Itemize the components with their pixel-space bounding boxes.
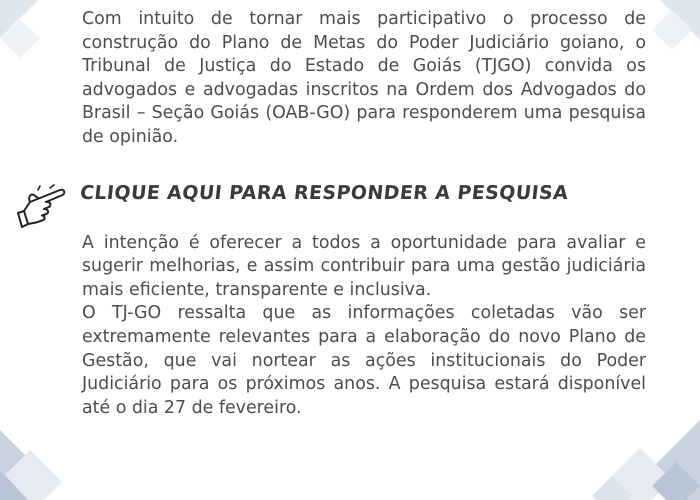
decor-shape-top-right-2: [652, 10, 692, 50]
decor-shape-top-left: [0, 0, 38, 38]
decor-shape-top-left-2: [0, 20, 40, 58]
decor-shape-bottom-right-2: [608, 448, 672, 500]
respond-survey-link[interactable]: CLIQUE AQUI PARA RESPONDER A PESQUISA: [78, 181, 570, 204]
decor-shape-bottom-right-4: [592, 476, 632, 500]
decor-shape-bottom-right-1: [652, 420, 700, 500]
decor-shape-bottom-left-3: [0, 470, 28, 500]
decor-shape-bottom-left-1: [0, 430, 40, 500]
article-body: [78, 8, 646, 420]
intro-paragraph: Com intuito de tornar mais participativo o processo de construção do Plano de Metas do Poder Judiciário goiano, o Tribunal de Justiça do Estado de Goiás (TJGO) convida os advogados e advogadas inscritos na Ordem dos Advogados do Brasil – Seção Goiás (OAB-GO) para responderem uma pesquisa de opinião.: [82, 9, 646, 147]
decor-shape-bottom-left-2: [0, 450, 62, 500]
pointing-hand-icon: [16, 184, 76, 228]
intention-paragraph: A intenção é oferecer a todos a oportunidade para avaliar e sugerir melhorias, e assim contribuir para uma gestão judiciária mais eficiente, transparente e inclusiva.: [82, 232, 646, 300]
relevance-paragraph: O TJ-GO ressalta que as informações coletadas vão ser extremamente relevantes para a elaboração do novo Plano de Gestão, que vai nortear as ações institucionais do Poder Judiciário para os próximos anos. A pesquisa estará disponível até o dia 27 de fevereiro.: [82, 303, 646, 418]
decor-shape-bottom-right-3: [652, 462, 700, 500]
decor-shape-top-right: [660, 0, 700, 40]
survey-call-to-action[interactable]: [78, 180, 646, 228]
